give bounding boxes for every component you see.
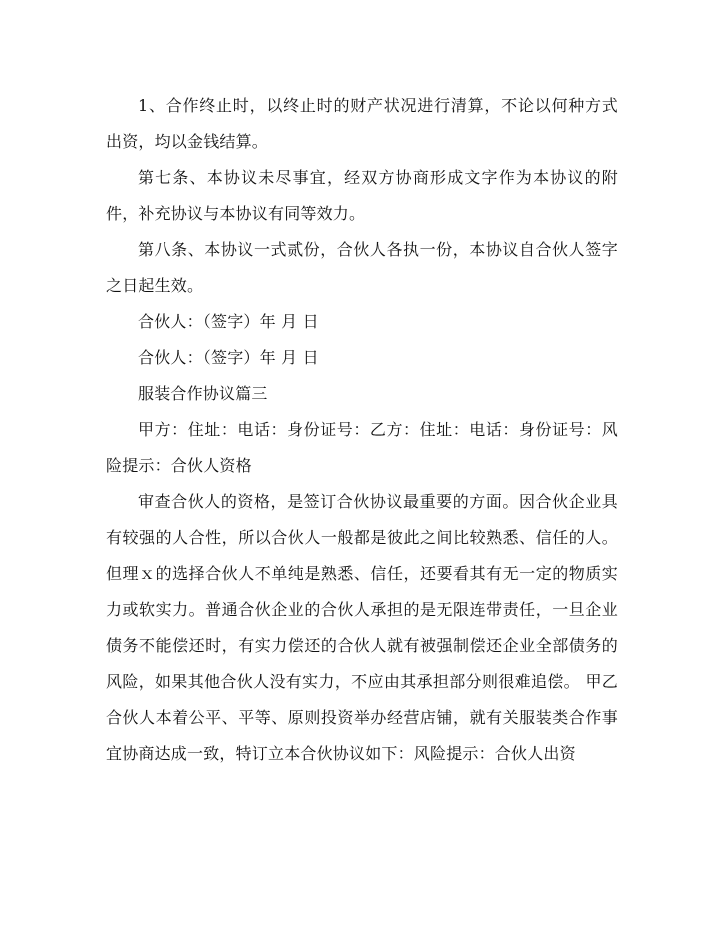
paragraph-article-seven: 第七条、本协议未尽事宜，经双方协商形成文字作为本协议的附件，补充协议与本协议有同等效力。 <box>106 168 618 223</box>
section-title: 服装合作协议篇三 <box>138 384 268 403</box>
signature-line-1: 合伙人：（签字）年 月 日 <box>138 312 319 331</box>
document-body <box>106 88 618 772</box>
qualification-paragraph: 审查合伙人的资格，是签订合伙协议最重要的方面。因合伙企业具有较强的人合性，所以合伙人一般都是彼此之间比较熟悉、信任的人。但理ｘ的选择合伙人不单纯是熟悉、信任，还要看其有无一定的物质实力或软实力。普通合伙企业的合伙人承担的是无限连带责任，一旦企业债务不能偿还时，有实力偿还的合伙人就有被强制偿还企业全部债务的风险，如果其他合伙人没有实力，不应由其承担部分则很难追偿。 甲乙合伙人本着公平、平等、原则投资举办经营店铺，就有关服装类合作事宜协商达成一致，特订立本合伙协议如下：风险提示：合伙人出资 <box>106 492 618 763</box>
party-info-paragraph: 甲方：住址：电话：身份证号：乙方：住址：电话：身份证号：风险提示：合伙人资格 <box>106 420 618 475</box>
signature-line-2: 合伙人：（签字）年 月 日 <box>138 348 319 367</box>
paragraph-article-eight: 第八条、本协议一式贰份，合伙人各执一份，本协议自合伙人签字之日起生效。 <box>106 240 618 295</box>
paragraph-liquidation: 1、合作终止时，以终止时的财产状况进行清算，不论以何种方式出资，均以金钱结算。 <box>106 96 618 151</box>
